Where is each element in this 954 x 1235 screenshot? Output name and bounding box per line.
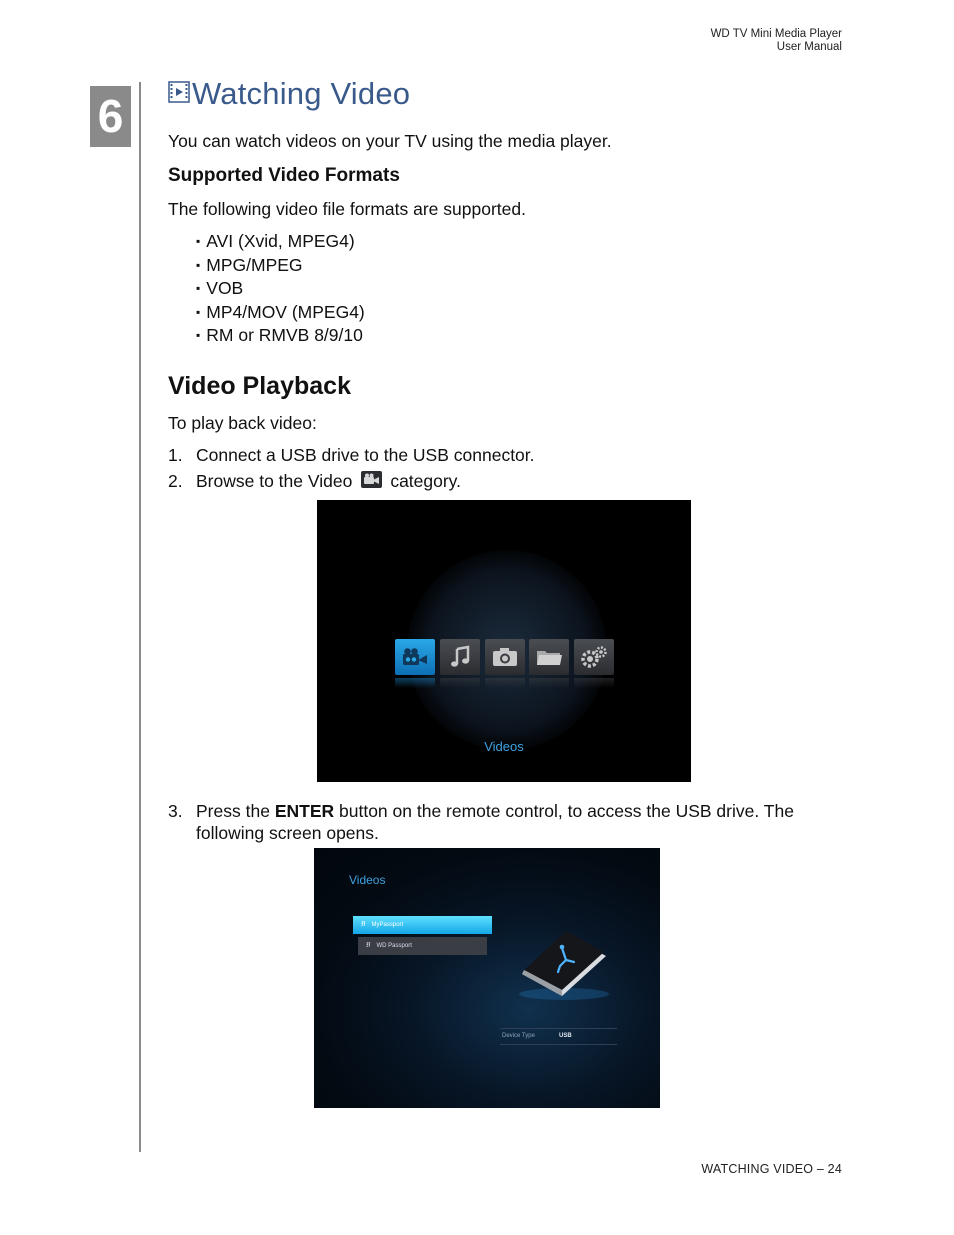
chapter-rule	[139, 82, 141, 1152]
videos-device-screenshot	[314, 848, 660, 1108]
info-divider	[500, 1044, 617, 1045]
enter-key-label: ENTER	[274, 801, 335, 821]
step-2	[168, 470, 868, 494]
video-category-icon	[361, 471, 382, 488]
header-doc-type: User Manual	[776, 41, 842, 53]
tile-reflection	[529, 678, 569, 688]
step-number: 1.	[168, 445, 183, 465]
info-divider	[500, 1028, 617, 1029]
step-text-line2: following screen opens.	[196, 823, 379, 843]
tile-reflection	[395, 678, 435, 688]
step-text-before: Browse to the Video	[196, 471, 353, 491]
formats-lead: The following video file formats are supported.	[168, 199, 526, 219]
list-item: ▪ RM or RMVB 8/9/10	[196, 324, 365, 348]
video-film-icon	[168, 81, 190, 108]
tile-reflection	[440, 678, 480, 688]
home-menu-screenshot	[317, 500, 691, 782]
step-number: 3.	[168, 801, 183, 821]
formats-heading: Supported Video Formats	[168, 165, 400, 186]
camera-icon	[485, 639, 525, 675]
step-text-after: category.	[390, 471, 461, 491]
intro-text: You can watch videos on your TV using the media player.	[168, 131, 612, 151]
running-header	[711, 28, 842, 54]
formats-list	[196, 230, 365, 348]
playback-heading: Video Playback	[168, 372, 351, 400]
list-item: ▪ MP4/MOV (MPEG4)	[196, 301, 365, 325]
usb-icon: ⭿	[366, 941, 371, 949]
step-text	[196, 800, 794, 822]
page-footer: WATCHING VIDEO – 24	[701, 1162, 842, 1176]
device-type-value: USB	[559, 1033, 572, 1039]
header-product: WD TV Mini Media Player	[710, 28, 842, 40]
chapter-heading	[168, 76, 410, 112]
hard-drive-icon	[514, 926, 614, 1006]
list-item: ▪ MPG/MPEG	[196, 254, 365, 278]
step-text-after: button on the remote control, to access the USB drive. The	[339, 801, 794, 821]
tile-reflection	[574, 678, 614, 688]
step-text: Connect a USB drive to the USB connector.	[196, 445, 535, 465]
step-1	[168, 444, 868, 466]
device-type-label: Device Type	[502, 1033, 535, 1039]
category-label: Videos	[484, 739, 524, 754]
screen-title: Videos	[349, 873, 386, 887]
step-3	[168, 800, 868, 846]
folder-icon	[529, 639, 569, 675]
gears-icon	[574, 639, 614, 675]
device-name: MyPassport	[371, 922, 404, 928]
chapter-title: Watching Video	[192, 76, 411, 111]
step-number: 2.	[168, 471, 183, 491]
device-name: WD Passport	[376, 943, 412, 949]
video-camera-icon	[395, 639, 435, 675]
device-row	[358, 937, 487, 955]
step-text	[196, 470, 461, 492]
device-row-selected	[353, 916, 492, 934]
playback-lead: To play back video:	[168, 413, 317, 433]
usb-icon: ⭿	[361, 920, 366, 928]
tile-reflection	[485, 678, 525, 688]
chapter-number-box: 6	[90, 86, 131, 147]
music-note-icon	[440, 639, 480, 675]
list-item: ▪ AVI (Xvid, MPEG4)	[196, 230, 365, 254]
list-item: ▪ VOB	[196, 277, 365, 301]
step-text-before: Press the	[196, 801, 270, 821]
